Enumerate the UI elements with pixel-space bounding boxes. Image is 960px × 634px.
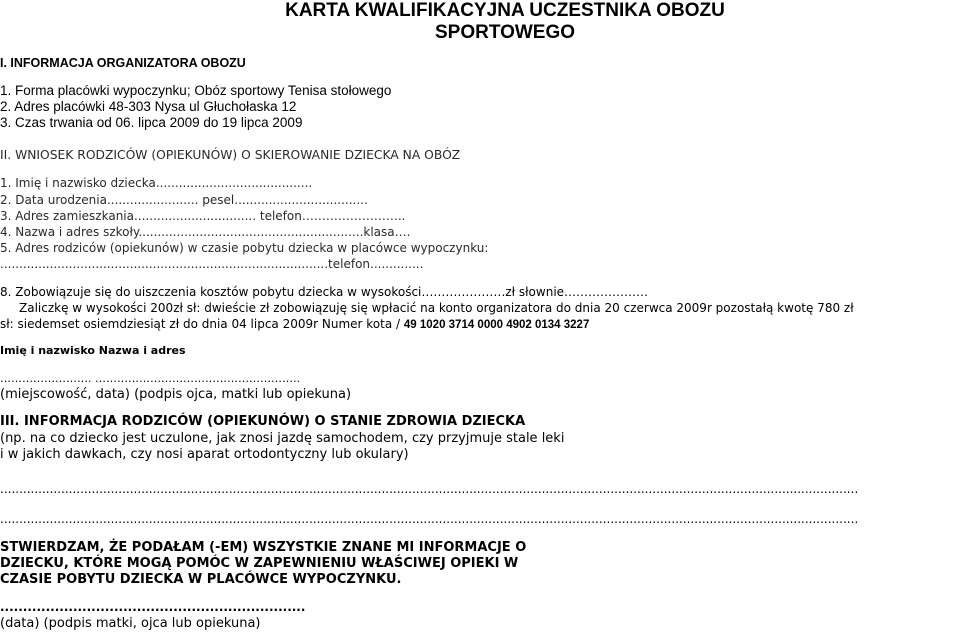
signature1-dots: ……………………. ……………………………………………….. <box>0 372 300 385</box>
section3-text-line1: (np. na co dziecko jest uczulone, jak znosi jazdę samochodem, czy przyjmuje stale leki <box>0 431 565 446</box>
section2-item-school: 4. Nazwa i adres szkoły...........................................................klasa…. <box>0 225 411 239</box>
statement-line2: DZIECKU, KTÓRE MOGĄ POMÓC W ZAPEWNIENIU WŁAŚCIWEJ OPIEKI W <box>0 556 519 571</box>
section2-item-costs: 8. Zobowiązuje się do uiszczenia kosztów pobytu dziecka w wysokości…………………zł słownie………………… <box>0 285 649 299</box>
section1-item: 3. Czas trwania od 06. lipca 2009 do 19 lipca 2009 <box>0 115 303 130</box>
section3-text-line2: i w jakich dawkach, czy nosi aparat ortodontyczny lub okulary) <box>0 447 409 462</box>
statement-line1: STWIERDZAM, ŻE PODAŁAM (-EM) WSZYSTKIE ZNANE MI INFORMACJE O <box>0 540 527 555</box>
section2-item-parents-address: 5. Adres rodziców (opiekunów) w czasie pobytu dziecka w placówce wypoczynku: <box>0 241 489 255</box>
section2-item-birth: 2. Data urodzenia........................ pesel................................... <box>0 193 368 207</box>
statement-line3: CZASIE POBYTU DZIECKA W PLACÓWCE WYPOCZYNKU. <box>0 572 402 587</box>
signature2-caption: (data) (podpis matki, ojca lub opiekuna) <box>0 616 261 631</box>
section2-heading: II. WNIOSEK RODZICÓW (OPIEKUNÓW) O SKIEROWANIE DZIECKA NA OBÓZ <box>0 148 461 162</box>
signature1-caption: (miejscowość, data) (podpis ojca, matki lub opiekuna) <box>0 387 352 402</box>
section2-item-name: 1. Imię i nazwisko dziecka......................................... <box>0 176 313 190</box>
section3-heading: III. INFORMACJA RODZICÓW (OPIEKUNÓW) O STANIE ZDROWIA DZIECKA <box>0 414 526 429</box>
document-title <box>262 0 748 44</box>
signature2-dots: ................................................................... <box>0 600 306 614</box>
section1-heading: I. INFORMACJA ORGANIZATORA OBOZU <box>0 56 246 70</box>
section2-item-parents-phone: ......................................................................................telefon.............. <box>0 257 424 271</box>
section1-item: 2. Adres placówki 48-303 Nysa ul Głuchołaska 12 <box>0 99 297 114</box>
section1-item: 1. Forma placówki wypoczynku; Obóz sportowy Tenisa stołowego <box>0 83 392 98</box>
health-dots-line2: ................................................................................................................................................................................................................................. <box>0 512 859 526</box>
payment-line2-text: sł: siedemset osiemdziesiąt zł do dnia 04 lipca 2009r Numer kota / <box>0 317 401 331</box>
document-title-line1: KARTA KWALIFIKACYJNA UCZESTNIKA OBOZU <box>285 0 725 21</box>
account-number: 49 1020 3714 0000 4902 0134 3227 <box>403 319 590 331</box>
section2-item-address: 3. Adres zamieszkania................................ telefon…………………….. <box>0 209 406 223</box>
payment-line1: Zaliczkę w wysokości 200zł sł: dwieście zł zobowiązuję się wpłacić na konto organizatora do dnia 20 czerwca 2009r pozostałą kwotę 780 zł <box>19 301 854 315</box>
statement <box>0 540 526 588</box>
payment-line2 <box>0 316 589 333</box>
document-title-line2: SPORTOWEGO <box>434 22 576 43</box>
signature-label: Imię i nazwisko Nazwa i adres <box>0 344 186 357</box>
health-dots-line1: ................................................................................................................................................................................................................................. <box>0 482 859 496</box>
